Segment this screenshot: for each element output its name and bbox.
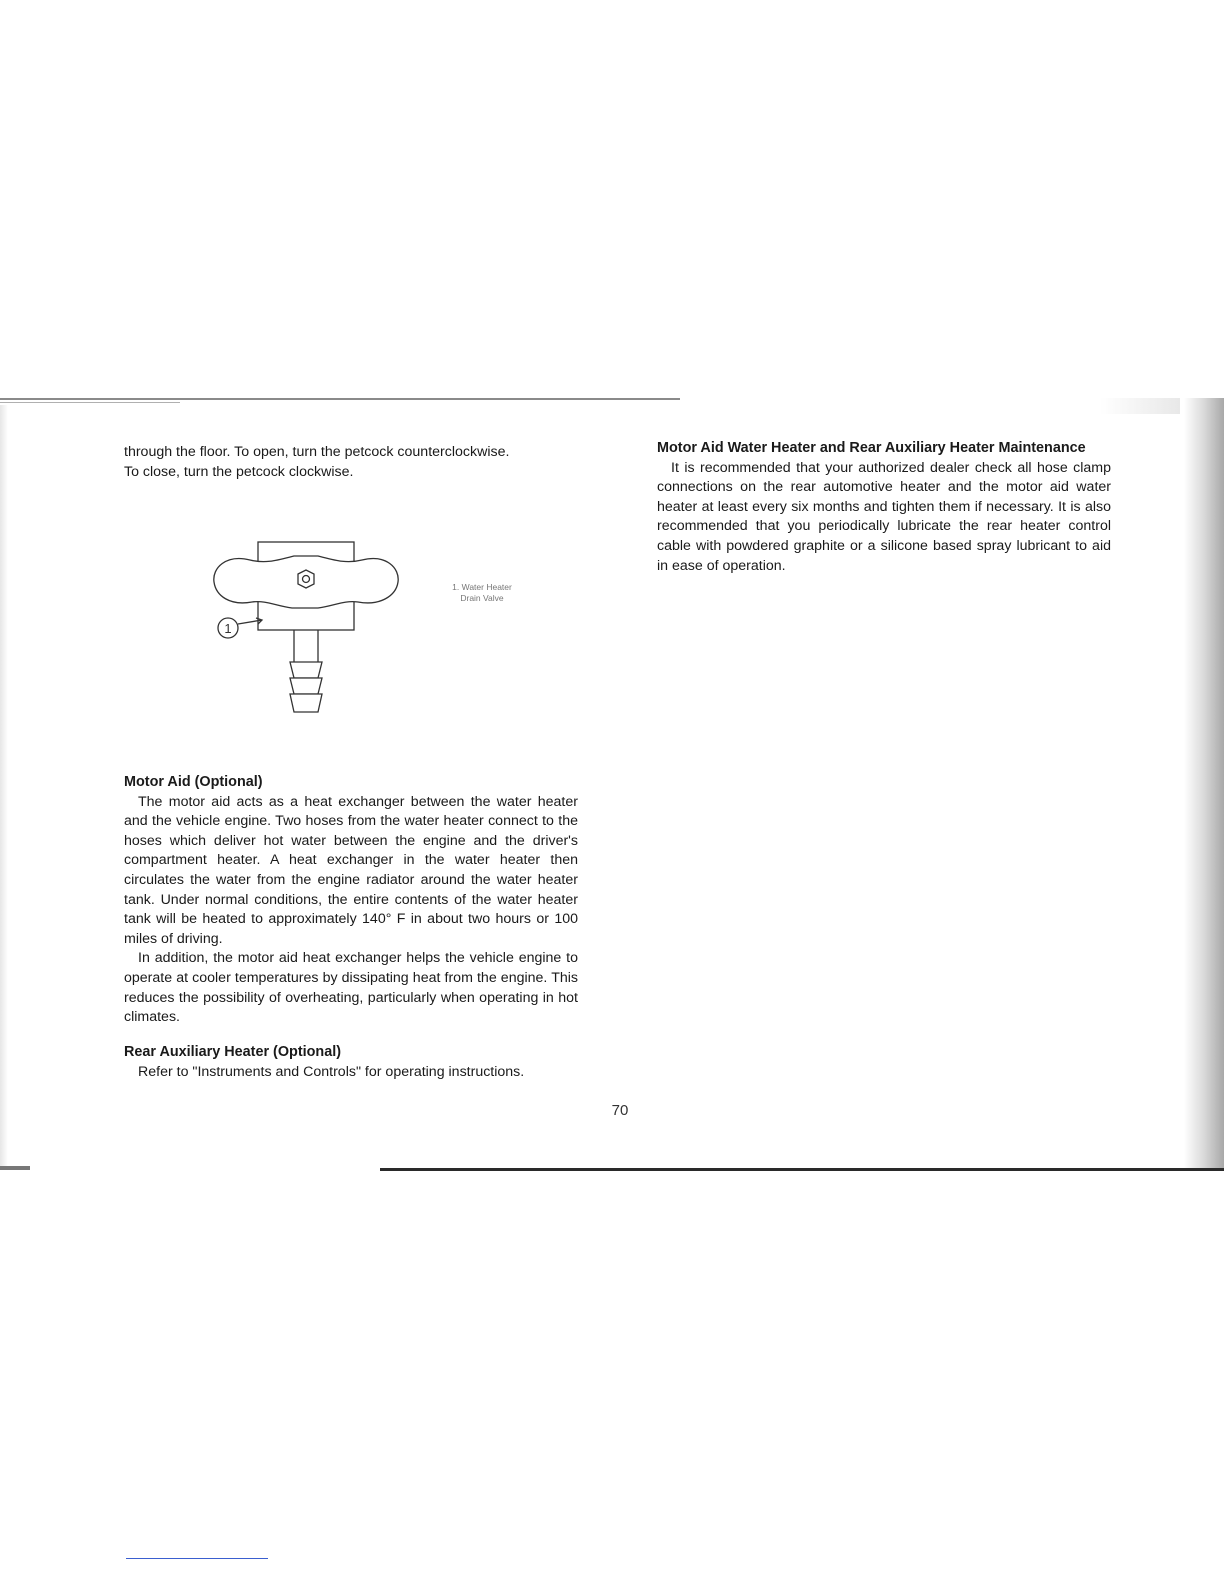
rear-aux-heading: Rear Auxiliary Heater (Optional): [124, 1044, 341, 1060]
intro-line-1: through the floor. To open, turn the petcock counterclockwise.: [124, 444, 510, 460]
maintenance-heading: Motor Aid Water Heater and Rear Auxiliary Heater Maintenance: [657, 440, 1086, 456]
caption-line-2: Drain Valve: [460, 593, 504, 603]
intro-text: [124, 443, 578, 482]
bottom-border-left: [0, 1166, 30, 1170]
motor-aid-para-1: The motor aid acts as a heat exchanger between the water heater and the vehicle engine. Two hoses from the water heater connect to the hoses which deliver hot water between the engine and the driver's compartment heater. A heat exchanger in the water heater then circulates the water from the engine radiator around the water heater tank. Under normal conditions, the entire contents of the water heater tank will be heated to approximately 140° F in about two hours or 100 miles of driving.: [124, 793, 578, 947]
bottom-border-line: [380, 1168, 1224, 1171]
caption-line-1: 1. Water Heater: [452, 582, 512, 592]
binding-shadow-top: [1100, 398, 1180, 414]
rear-aux-para: Refer to "Instruments and Controls" for operating instructions.: [138, 1063, 525, 1080]
footer-underline: [126, 1558, 268, 1559]
page-number: 70: [611, 1102, 629, 1119]
maintenance-para: It is recommended that your authorized dealer check all hose clamp connections on the rear automotive heater and the motor aid water heater at least every six months and tighten them if necessary. It is also recommended that you periodically lubricate the rear heater control cable with powdered graphite or a silicone based spray lubricant to aid in ease of operation.: [657, 459, 1111, 574]
motor-aid-section: [124, 773, 578, 1028]
motor-aid-para-2: In addition, the motor aid heat exchanger helps the vehicle engine to operate at cooler temperatures by dissipating heat from the engine. This reduces the possibility of overheating, particularly when operating in hot climates.: [124, 950, 578, 1026]
top-border-line: [0, 398, 680, 400]
left-page-edge: [0, 405, 8, 1170]
intro-line-2: To close, turn the petcock clockwise.: [124, 463, 354, 480]
maintenance-section: [657, 439, 1111, 576]
motor-aid-heading: Motor Aid (Optional): [124, 774, 263, 790]
top-border-line-secondary: [0, 402, 180, 403]
binding-shadow: [1184, 398, 1224, 1168]
callout-number: 1: [224, 621, 232, 636]
drain-valve-diagram: [206, 532, 406, 728]
figure-caption: [432, 582, 532, 604]
rear-aux-section: [124, 1043, 578, 1082]
